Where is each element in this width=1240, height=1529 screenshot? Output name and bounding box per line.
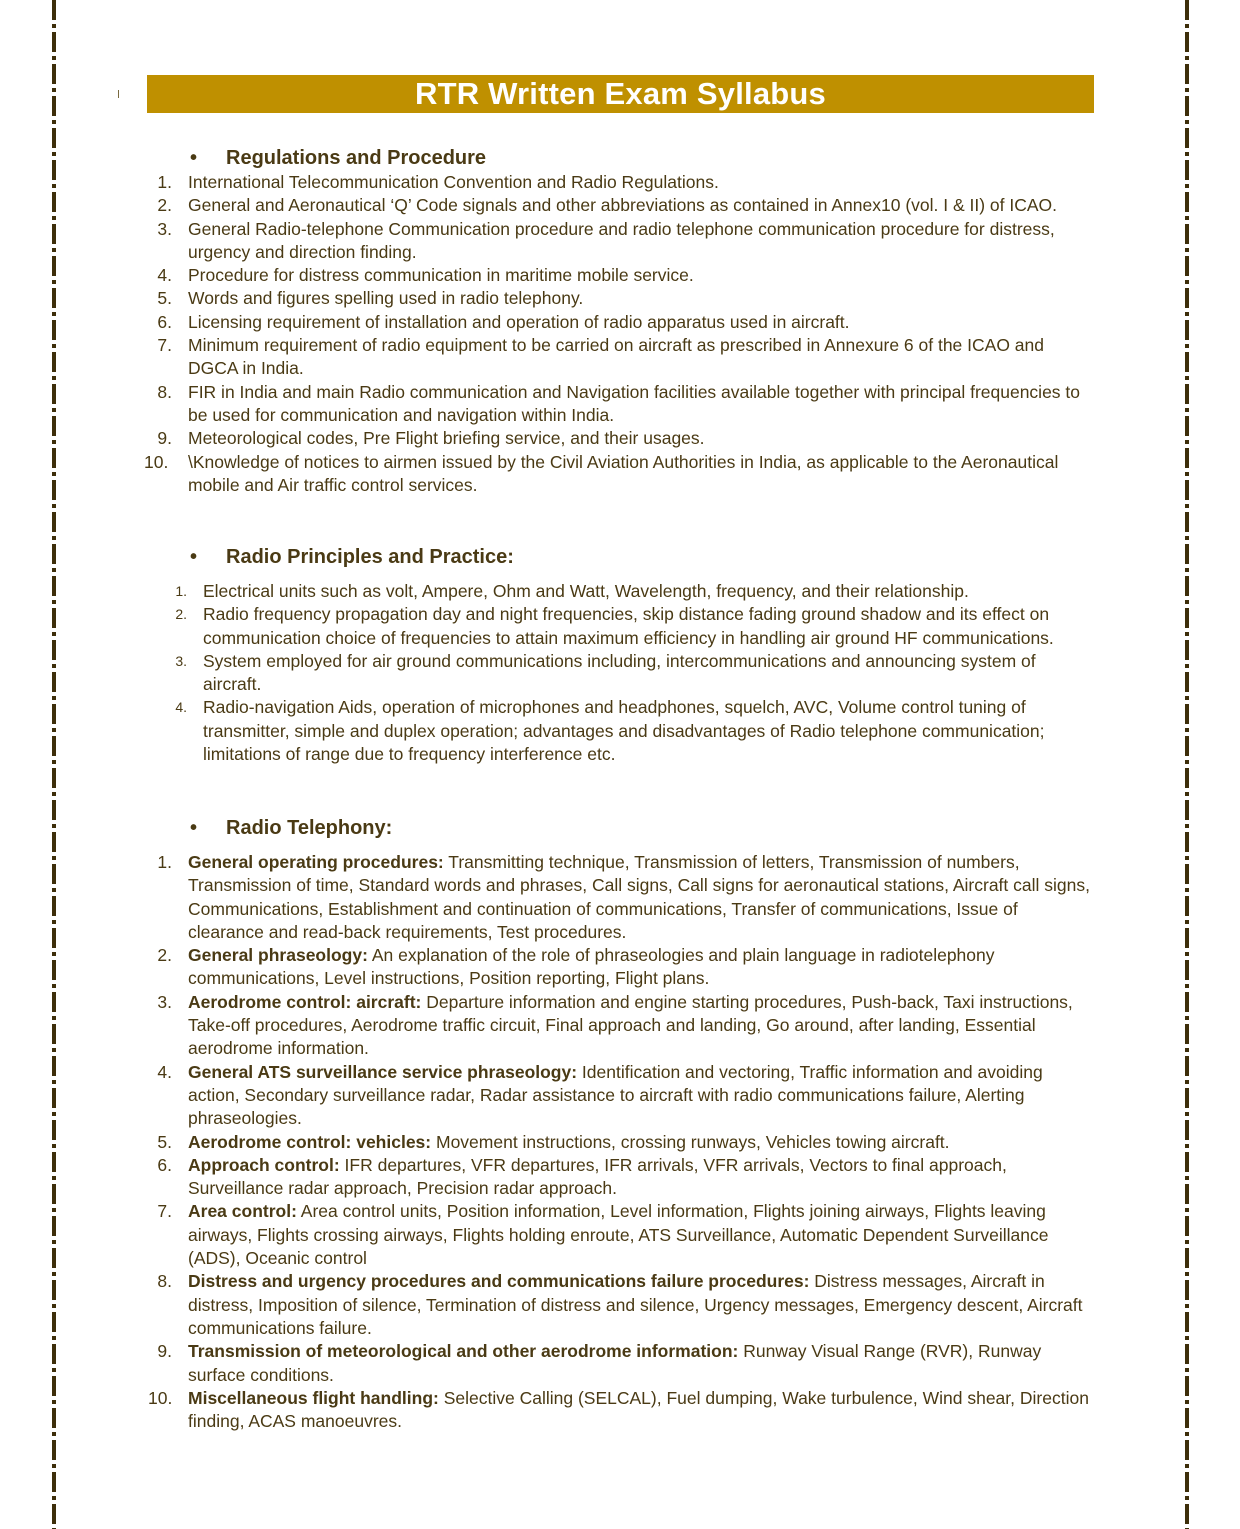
- list-item: 7. Minimum requirement of radio equipment to be carried on aircraft as prescribed in Annexure 6 of the ICAO and DGCA in India.: [157, 335, 1044, 379]
- list-item: 9. Transmission of meteorological and other aerodrome information: Runway Visual Range (RVR), Runway surface conditions.: [157, 1341, 1042, 1385]
- regulations-list: [144, 171, 1088, 497]
- list-item: 1. International Telecommunication Convention and Radio Regulations.: [157, 172, 719, 192]
- list-item: 2. Radio frequency propagation day and night frequencies, skip distance fading ground shadow and its effect on communication choice of frequencies to attain maximum efficiency in handling air ground HF communications.: [175, 604, 1054, 648]
- list-item: 9. Meteorological codes, Pre Flight briefing service, and their usages.: [157, 428, 705, 449]
- margin-mark: [118, 90, 119, 98]
- section-heading-regulations: • Regulations and Procedure: [190, 147, 487, 169]
- bullet-icon: •: [190, 546, 198, 568]
- list-item: 2. General and Aeronautical ‘Q’ Code signals and other abbreviations as contained in Annex10 (vol. I & II) of ICAO.: [157, 195, 1058, 216]
- list-item: 3. Aerodrome control: aircraft: Departure information and engine starting procedures, Push-back, Taxi instructions, Take-off procedures, Aerodrome traffic circuit, Final approach and landing, Go around, after landing, Essential aerodrome information.: [157, 991, 1073, 1059]
- list-item: 2. General phraseology: An explanation of the role of phraseologies and plain language in radiotelephony communications, Level instructions, Position reporting, Flight plans.: [157, 945, 995, 989]
- section-heading-radio-principles: • Radio Principles and Practice:: [190, 546, 514, 568]
- page-border-left: [52, 0, 56, 1529]
- section-heading-radio-telephony: • Radio Telephony:: [190, 817, 393, 839]
- list-item: 6. Licensing requirement of installation and operation of radio apparatus used in aircraft.: [157, 311, 850, 332]
- page-border-right: [1185, 0, 1189, 1529]
- radio-telephony-list: [148, 851, 1093, 1433]
- list-item: 5. Words and figures spelling used in radio telephony.: [157, 288, 584, 309]
- list-item: 4. General ATS surveillance service phraseology: Identification and vectoring, Traffic information and avoiding action, Secondary surveillance radar, Radar assistance to aircraft with radio communications failure, Alerting phraseologies.: [157, 1061, 1043, 1129]
- bullet-icon: •: [190, 817, 198, 839]
- radio-principles-list: [175, 580, 1093, 766]
- list-item: 5. Aerodrome control: vehicles: Movement instructions, crossing runways, Vehicles towing aircraft.: [157, 1131, 950, 1152]
- bullet-icon: •: [190, 147, 198, 169]
- list-item: 8. Distress and urgency procedures and communications failure procedures: Distress messages, Aircraft in distress, Imposition of silence, Termination of distress and silence, Urgency messages, Emergency descent, Aircraft communications failure.: [157, 1271, 1083, 1338]
- list-item: 4. Procedure for distress communication in maritime mobile service.: [157, 265, 694, 286]
- list-item: 8. FIR in India and main Radio communication and Navigation facilities available together with principal frequencies to be used for communication and navigation within India.: [157, 381, 1081, 425]
- list-item: 7. Area control: Area control units, Position information, Level information, Flights joining airways, Flights leaving airways, Flights crossing airways, Flights holding enroute, ATS Surveillance, Automatic Dependent Surveillance (ADS), Oceanic control: [157, 1201, 1049, 1269]
- list-item: 1. Electrical units such as volt, Ampere, Ohm and Watt, Wavelength, frequency, and their relationship.: [175, 581, 969, 601]
- list-item: 10. \Knowledge of notices to airmen issued by the Civil Aviation Authorities in India, as applicable to the Aeronautical mobile and Air traffic control services.: [144, 451, 1059, 495]
- page-title: RTR Written Exam Syllabus: [147, 75, 1094, 113]
- list-item: 3. System employed for air ground communications including, intercommunications and announcing system of aircraft.: [175, 650, 1036, 695]
- list-item: 10. Miscellaneous flight handling: Selective Calling (SELCAL), Fuel dumping, Wake turbulence, Wind shear, Direction finding, ACAS manoeuvres.: [148, 1387, 1089, 1432]
- list-item: 4. Radio-navigation Aids, operation of microphones and headphones, squelch, AVC, Volume control tuning of transmitter, simple and duplex operation; advantages and disadvantages of Radio telephone communication; limitations of range due to frequency interference etc.: [175, 697, 1045, 765]
- list-item: 1. General operating procedures: Transmitting technique, Transmission of letters, Transmission of numbers, Transmission of time, Standard words and phrases, Call signs, Call signs for aeronautical stations, Aircraft call signs, Communications, Establishment and continuation of communications, Transfer of communications, Issue of clearance and read-back requirements, Test procedures.: [157, 852, 1090, 942]
- list-item: 3. General Radio-telephone Communication procedure and radio telephone communication procedure for distress, urgency and direction finding.: [157, 218, 1055, 262]
- list-item: 6. Approach control: IFR departures, VFR departures, IFR arrivals, VFR arrivals, Vectors to final approach, Surveillance radar approach, Precision radar approach.: [157, 1154, 1007, 1199]
